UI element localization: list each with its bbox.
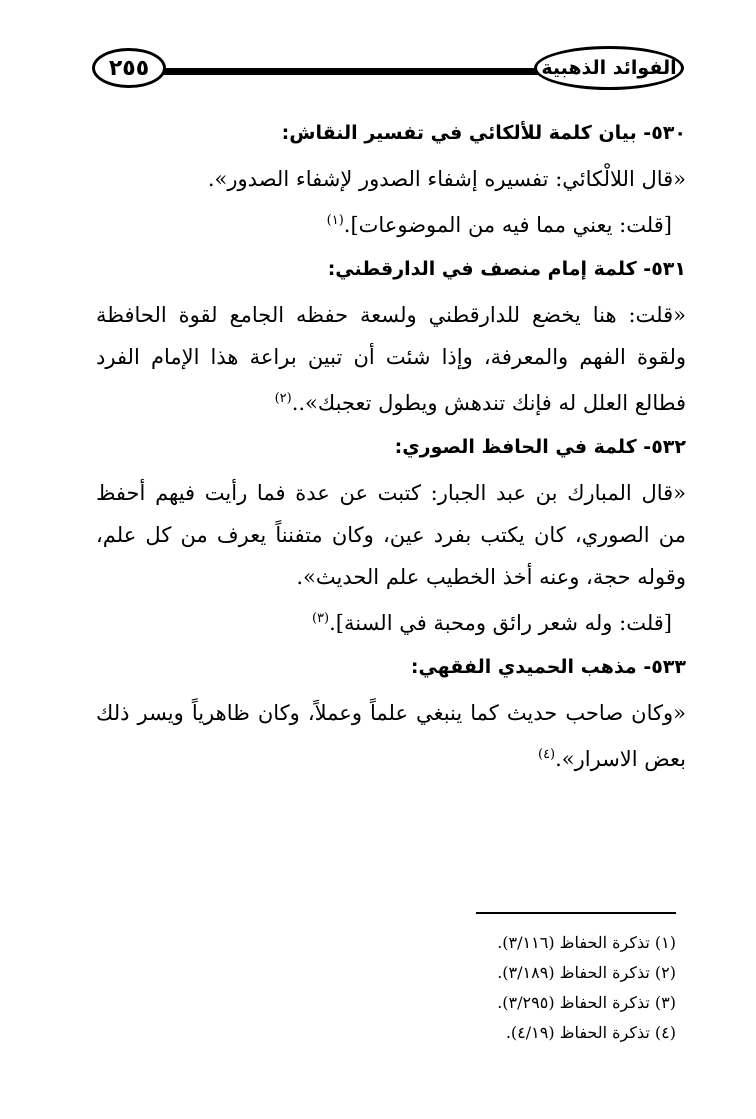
footnote-ref: (٢) [274,391,292,406]
section-title: ٥٣١- كلمة إمام منصف في الدارقطني: [327,258,686,280]
section-title: ٥٣٠- بيان كلمة للألكائي في تفسير النقاش: [281,122,686,144]
paragraph: [قلت: يعني مما فيه من الموضوعات].$^{(١)}$ [326,213,672,237]
footnote-ref: (٣) [311,611,330,626]
paragraph: «وكان صاحب حديث كما ينبغي علماً وعملاً، وكان ظاهرياً ويسر ذلك بعض الاسرار».$^{(٤)}$ [96,701,686,771]
paragraph: «قلت: هنا يخضع للدارقطني ولسعة حفظه الجامع لقوة الحافظة ولقوة الفهم والمعرفة، وإذا شئت أن تبين براعة هذا الإمام الفرد فطالع العلل له فإنك تندهش ويطول تعجبك»..$^{(٢)}$ [96,303,686,415]
footnote: (٣) تذكرة الحفاظ (٣/٢٩٥). [497,993,676,1012]
page-number: ٢٥٥ [92,48,166,88]
page-header [92,44,684,104]
book-title: الفوائد الذهبية [534,46,684,90]
paragraph: «قال المبارك بن عبد الجبار: كتبت عن عدة فما رأيت فيهم أحفظ من الصوري، كان يكتب بفرد عين، وكان متفنناً يعرف من كل علم، وقوله حجة، وعنه أخذ الخطيب علم الحديث». [96,481,686,589]
footnote-rule [476,912,676,914]
footnote-ref: (٤) [537,747,556,762]
footnote: (١) تذكرة الحفاظ (٣/١١٦). [497,933,676,952]
footnote: (٢) تذكرة الحفاظ (٣/١٨٩). [497,963,676,982]
footnotes [300,912,676,1048]
section-title: ٥٣٢- كلمة في الحافظ الصوري: [394,436,686,458]
footnote-ref: (١) [326,213,344,228]
section-title: ٥٣٣- مذهب الحميدي الفقهي: [410,656,686,678]
paragraph: «قال اللالْكائي: تفسيره إشفاء الصدور لإشفاء الصدور». [207,167,686,191]
header-rule [152,68,544,75]
page-body [96,110,686,780]
paragraph: [قلت: وله شعر رائق ومحبة في السنة].$^{(٣)}$ [311,611,672,635]
footnote: (٤) تذكرة الحفاظ (٤/١٩). [505,1023,676,1042]
